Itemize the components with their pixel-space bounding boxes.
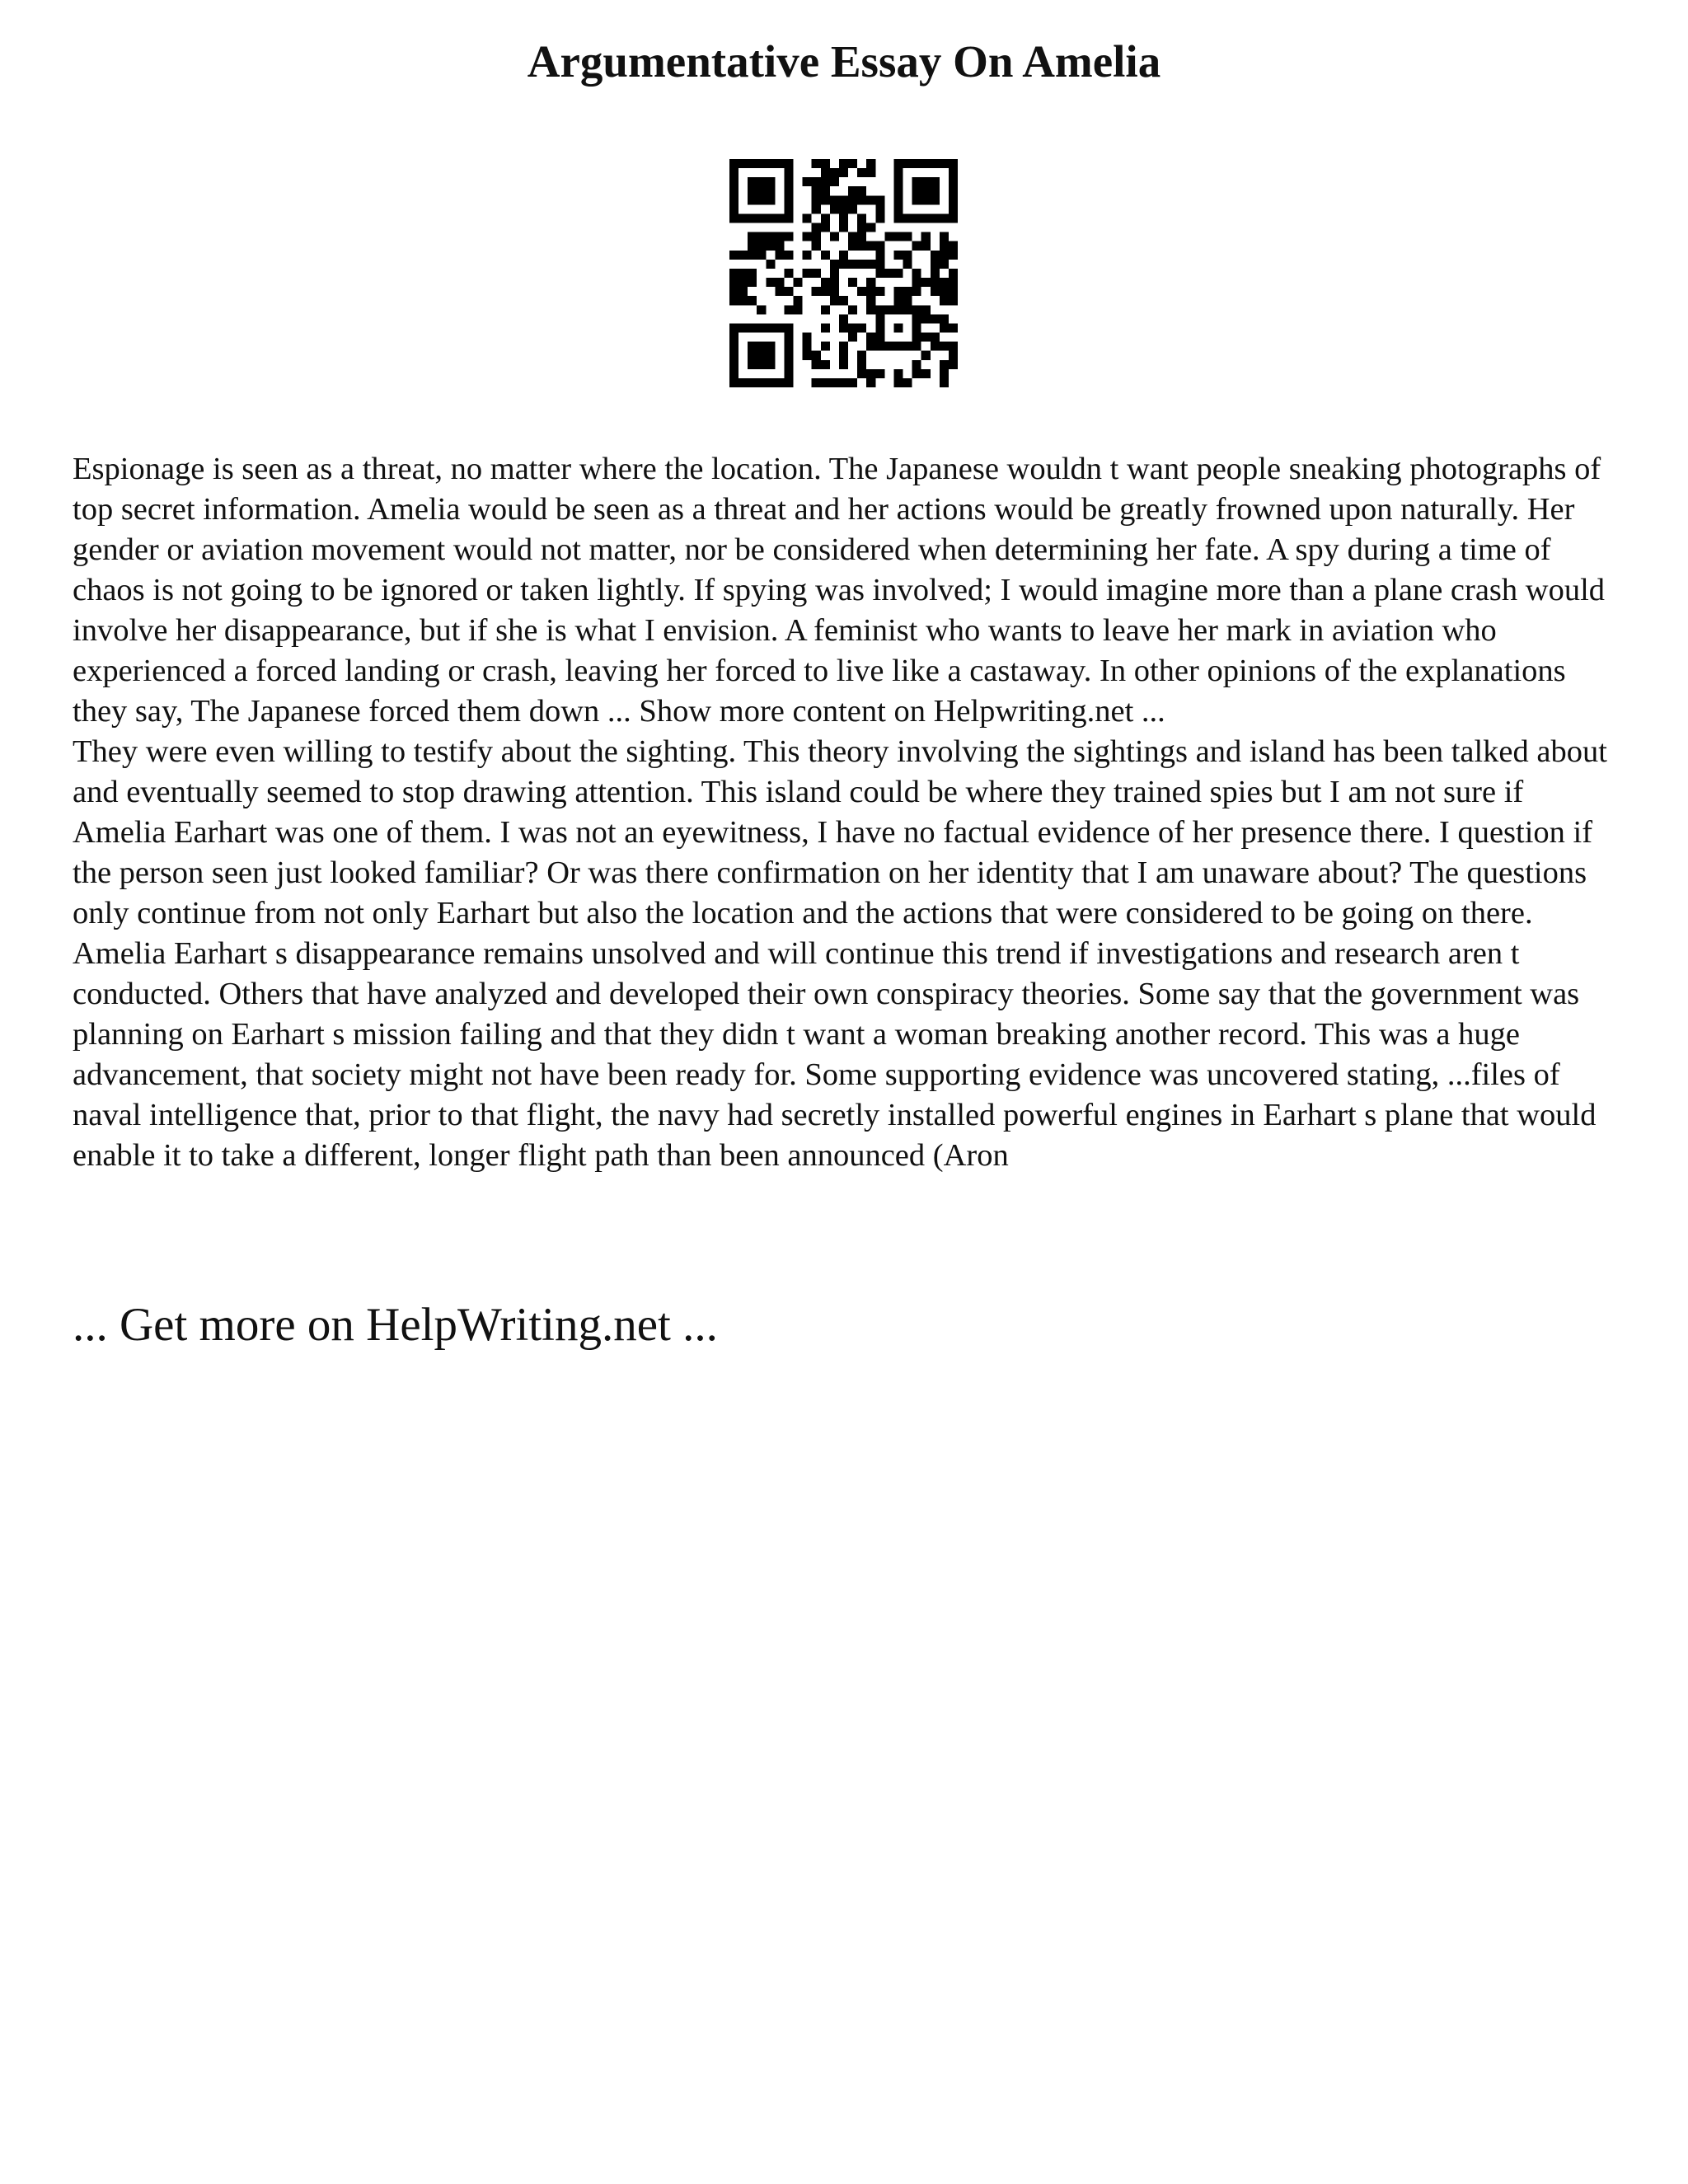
document-title: Argumentative Essay On Amelia <box>527 36 1161 87</box>
essay-paragraph-1: Espionage is seen as a threat, no matter where the location. The Japanese wouldn t want people sneaking photographs of top secret information. Amelia would be seen as a threat and her actions would be greatly frowned upon naturally. Her gender or aviation movement would not matter, nor be considered when determining her fate. A spy during a time of chaos is not going to be ignored or taken lightly. If spying was involved; I would imagine more than a plane crash would involve her disappearance, but if she is what I envision. A feminist who wants to leave her mark in aviation who experienced a forced landing or crash, leaving her forced to live like a castaway. In other opinions of the explanations they say, The Japanese forced them down ... Show more content on Helpwriting.net ... <box>73 452 1606 729</box>
essay-paragraph-2: They were even willing to testify about the sighting. This theory involving the sightings and island has been talked about and eventually seemed to stop drawing attention. This island could be where they trained spies but I am not sure if Amelia Earhart was one of them. I was not an eyewitness, I have no factual evidence of her presence there. I question if the person seen just looked familiar? Or was there confirmation on her identity that I am unaware about? The questions only continue from not only Earhart but also the location and the actions that were considered to be going on there. Amelia Earhart s disappearance remains unsolved and will continue this trend if investigations and research aren t conducted. Others that have analyzed and developed their own conspiracy theories. Some say that the government was planning on Earhart s mission failing and that they didn t want a woman breaking another record. This was a huge advancement, that society might not have been ready for. Some supporting evidence was uncovered stating, ...files of naval intelligence that, prior to that flight, the navy had secretly installed powerful engines in Earhart s plane that would enable it to take a different, longer flight path than been announced (Aron <box>73 734 1607 1173</box>
essay-body <box>73 449 1622 1176</box>
get-more-link[interactable]: ... Get more on HelpWriting.net ... <box>73 1299 718 1351</box>
qr-code-icon[interactable] <box>729 159 958 387</box>
